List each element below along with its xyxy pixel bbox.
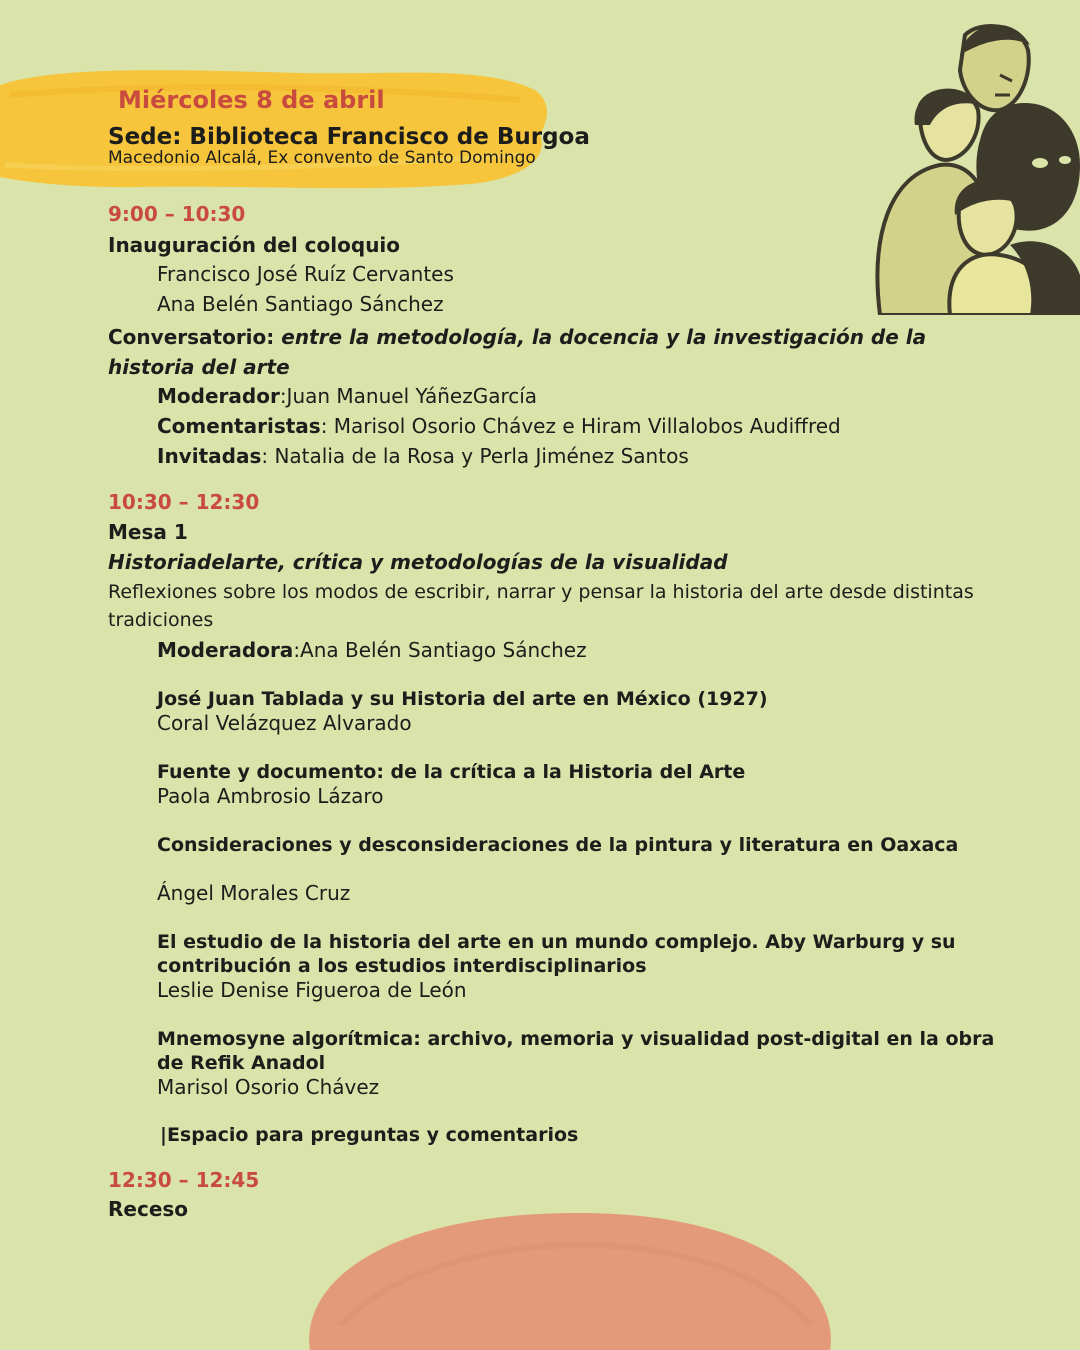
mesa-title: Historiadelarte, crítica y metodologías de la visualidad [108, 550, 728, 574]
speaker: Ana Belén Santiago Sánchez [157, 292, 444, 316]
talk-author: Paola Ambrosio Lázaro [157, 784, 384, 808]
commentators-label: Comentaristas [157, 414, 321, 438]
session-title: Inauguración del coloquio [108, 233, 401, 257]
time-slot-1: 9:00 – 10:30 [108, 202, 246, 226]
moderator-value: :Ana Belén Santiago Sánchez [293, 638, 587, 662]
guests-line [157, 444, 689, 468]
qa-label: |Espacio para preguntas y comentarios [160, 1124, 579, 1146]
moderator-label: Moderadora [157, 638, 294, 662]
moderator-line [157, 384, 537, 408]
talk-title: Fuente y documento: de la crítica a la Historia del Arte [157, 761, 746, 783]
talk-author: Coral Velázquez Alvarado [157, 711, 412, 735]
commentators-line [157, 414, 841, 438]
talk-author: Ángel Morales Cruz [157, 881, 351, 905]
talk-title: José Juan Tablada y su Historia del arte en México (1927) [157, 688, 768, 710]
moderator-value: :Juan Manuel YáñezGarcía [279, 384, 538, 408]
event-date: Miércoles 8 de abril [118, 86, 385, 114]
time-slot-2: 10:30 – 12:30 [108, 490, 260, 514]
talk-title: El estudio de la historia del arte en un mundo complejo. Aby Warburg y su contribución a los estudios interdisciplinarios [157, 931, 956, 977]
moderator-label: Moderador [157, 384, 280, 408]
illustrated-figures [860, 15, 1080, 315]
talk-author: Leslie Denise Figueroa de León [157, 978, 467, 1002]
recess-label: Receso [108, 1197, 189, 1221]
talk-title: Consideraciones y desconsideraciones de la pintura y literatura en Oaxaca [157, 834, 959, 856]
salmon-circle [300, 1205, 840, 1350]
conversatorio-title: entre la metodología, la docencia y la investigación de la historia del arte [108, 325, 927, 379]
mesa-description: Reflexiones sobre los modos de escribir, narrar y pensar la historia del arte desde distintas tradiciones [108, 581, 974, 631]
venue-title: Sede: Biblioteca Francisco de Burgoa [108, 124, 590, 150]
guests-label: Invitadas [157, 444, 262, 468]
talk-author: Marisol Osorio Chávez [157, 1075, 380, 1099]
venue-address: Macedonio Alcalá, Ex convento de Santo Domingo [108, 148, 536, 168]
talk-title: Mnemosyne algorítmica: archivo, memoria y visualidad post-digital en la obra de Refik Anadol [157, 1028, 995, 1074]
guests-value: : Natalia de la Rosa y Perla Jiménez Santos [261, 444, 689, 468]
moderator-line [157, 638, 587, 662]
conversatorio-label: Conversatorio: [108, 325, 282, 349]
commentators-value: : Marisol Osorio Chávez e Hiram Villalobos Audiffred [320, 414, 841, 438]
conversatorio [108, 322, 998, 382]
mesa-label: Mesa 1 [108, 520, 188, 544]
time-slot-3: 12:30 – 12:45 [108, 1168, 260, 1192]
speaker: Francisco José Ruíz Cervantes [157, 262, 454, 286]
